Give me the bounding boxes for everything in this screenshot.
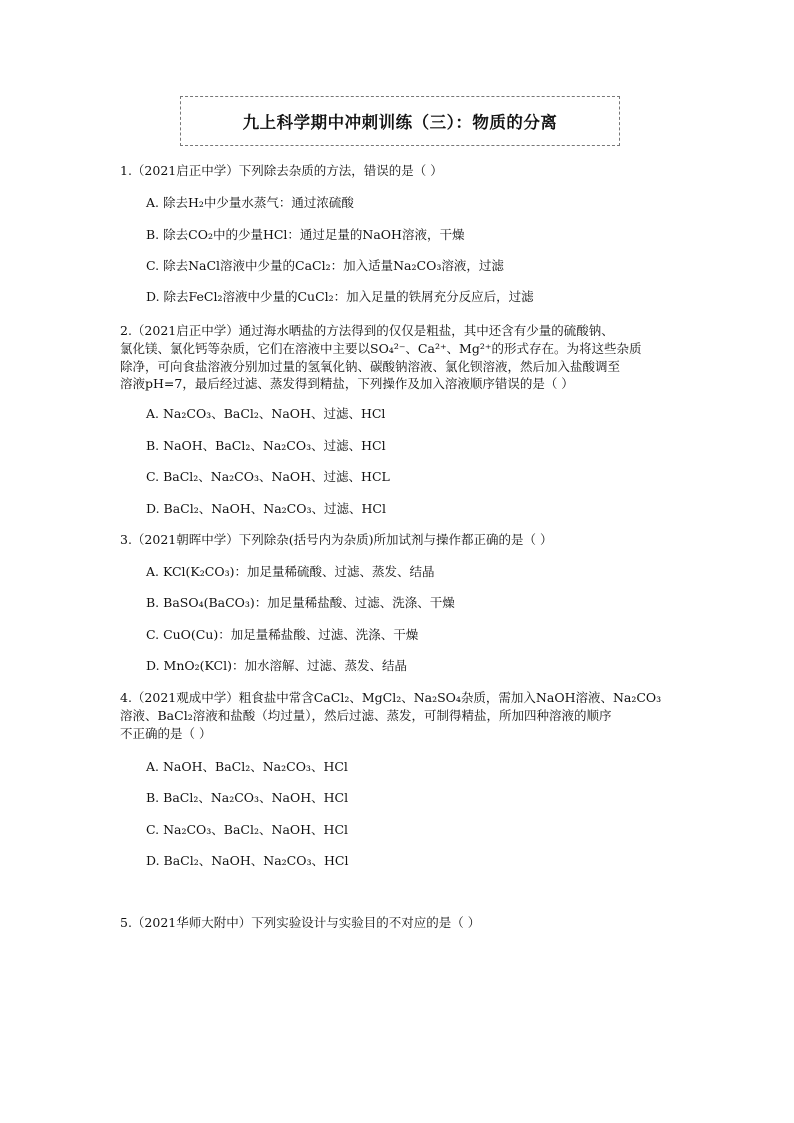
question-2-option-a: A. Na₂CO₃、BaCl₂、NaOH、过滤、HCl	[146, 406, 386, 421]
question-3-option-c: C. CuO(Cu)：加足量稀盐酸、过滤、洗涤、干燥	[146, 627, 419, 642]
question-2-option-c: C. BaCl₂、Na₂CO₃、NaOH、过滤、HCL	[146, 469, 390, 484]
document-title: 九上科学期中冲刺训练（三）：物质的分离	[180, 96, 620, 146]
question-5-stem: 5.（2021华师大附中）下列实验设计与实验目的不对应的是（ ）	[120, 915, 481, 930]
question-2-option-d: D. BaCl₂、NaOH、Na₂CO₃、过滤、HCl	[146, 501, 386, 516]
question-4-option-d: D. BaCl₂、NaOH、Na₂CO₃、HCl	[146, 853, 349, 868]
question-1-option-d: D. 除去FeCl₂溶液中少量的CuCl₂：加入足量的铁屑充分反应后，过滤	[146, 289, 534, 304]
question-4-stem-line-1: 4.（2021观成中学）粗食盐中常含CaCl₂、MgCl₂、Na₂SO₄杂质，需加入NaOH溶液、Na₂CO₃	[120, 690, 662, 705]
question-1-option-b: B. 除去CO₂中的少量HCl：通过足量的NaOH溶液，干燥	[146, 227, 465, 242]
question-1-option-c: C. 除去NaCl溶液中少量的CaCl₂：加入适量Na₂CO₃溶液，过滤	[146, 258, 504, 273]
question-4-option-b: B. BaCl₂、Na₂CO₃、NaOH、HCl	[146, 790, 349, 805]
question-2-stem-line-4: 溶液pH=7，最后经过滤、蒸发得到精盐，下列操作及加入溶液顺序错误的是（ ）	[120, 376, 574, 391]
question-2-option-b: B. NaOH、BaCl₂、Na₂CO₃、过滤、HCl	[146, 438, 386, 453]
question-2-stem-line-2: 氯化镁、氯化钙等杂质，它们在溶液中主要以SO₄²⁻、Ca²⁺、Mg²⁺的形式存在。为将这些杂质	[120, 341, 642, 356]
question-1-stem: 1.（2021启正中学）下列除去杂质的方法，错误的是（ ）	[120, 163, 443, 178]
question-4-stem-line-3: 不正确的是（ ）	[120, 726, 212, 741]
question-3-option-b: B. BaSO₄(BaCO₃)：加足量稀盐酸、过滤、洗涤、干燥	[146, 595, 455, 610]
question-4-option-a: A. NaOH、BaCl₂、Na₂CO₃、HCl	[146, 759, 348, 774]
question-1-option-a: A. 除去H₂中少量水蒸气：通过浓硫酸	[146, 195, 354, 210]
question-2-stem-line-1: 2.（2021启正中学）通过海水晒盐的方法得到的仅仅是粗盐，其中还含有少量的硫酸钠、	[120, 323, 614, 338]
question-2-stem-line-3: 除净，可向食盐溶液分别加过量的氢氧化钠、碳酸钠溶液、氯化钡溶液，然后加入盐酸调至	[120, 359, 621, 374]
question-3-stem: 3.（2021朝晖中学）下列除杂(括号内为杂质)所加试剂与操作都正确的是（ ）	[120, 532, 553, 547]
question-3-option-d: D. MnO₂(KCl)：加水溶解、过滤、蒸发、结晶	[146, 658, 407, 673]
question-4-option-c: C. Na₂CO₃、BaCl₂、NaOH、HCl	[146, 822, 349, 837]
question-4-stem-line-2: 溶液、BaCl₂溶液和盐酸（均过量），然后过滤、蒸发，可制得精盐，所加四种溶液的顺序	[120, 708, 612, 723]
question-3-option-a: A. KCl(K₂CO₃)：加足量稀硫酸、过滤、蒸发、结晶	[146, 564, 435, 579]
